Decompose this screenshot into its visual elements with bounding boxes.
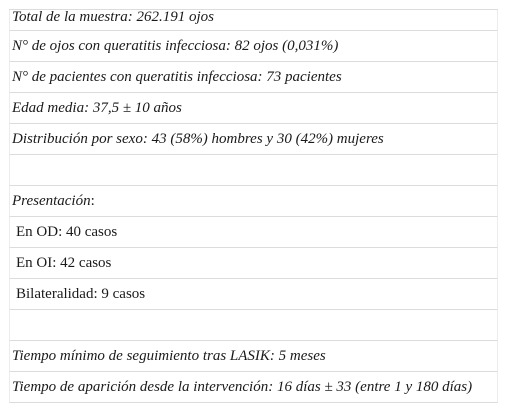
row-text: N° de ojos con queratitis infecciosa: 82 ojos (0,031%) xyxy=(12,37,339,54)
row-text: Bilateralidad: 9 casos xyxy=(16,285,146,302)
row-text: Tiempo de aparición desde la intervención: 16 días ± 33 (entre 1 y 180 días) xyxy=(12,378,473,395)
row-text: Total de la muestra: 262.191 ojos xyxy=(12,10,214,25)
table-row-min-followup xyxy=(9,341,498,372)
table-row-onset-time xyxy=(9,372,498,403)
table-row-infected-patients xyxy=(9,62,498,93)
table-row-presentation-header xyxy=(9,186,498,217)
row-text-italic: Presentación xyxy=(12,192,91,209)
table-row-sex-distribution xyxy=(9,124,498,155)
table-row-empty xyxy=(9,310,498,341)
row-text: Tiempo mínimo de seguimiento tras LASIK: 5 meses xyxy=(12,347,326,364)
row-text: En OI: 42 casos xyxy=(16,254,112,271)
row-text: En OD: 40 casos xyxy=(16,223,118,240)
row-text: Distribución por sexo: 43 (58%) hombres y 30 (42%) mujeres xyxy=(12,130,384,147)
table-row-oi xyxy=(9,248,498,279)
row-text: N° de pacientes con queratitis infecciosa: 73 pacientes xyxy=(12,68,342,85)
table-row-mean-age xyxy=(9,93,498,124)
table-row-total-sample xyxy=(9,10,498,31)
table-row-infected-eyes xyxy=(9,31,498,62)
row-text-colon: : xyxy=(90,192,95,209)
row-text: Edad media: 37,5 ± 10 años xyxy=(12,99,182,116)
table-row-od xyxy=(9,217,498,248)
table-row-bilateral xyxy=(9,279,498,310)
summary-table xyxy=(9,9,498,403)
table-row-empty xyxy=(9,155,498,186)
